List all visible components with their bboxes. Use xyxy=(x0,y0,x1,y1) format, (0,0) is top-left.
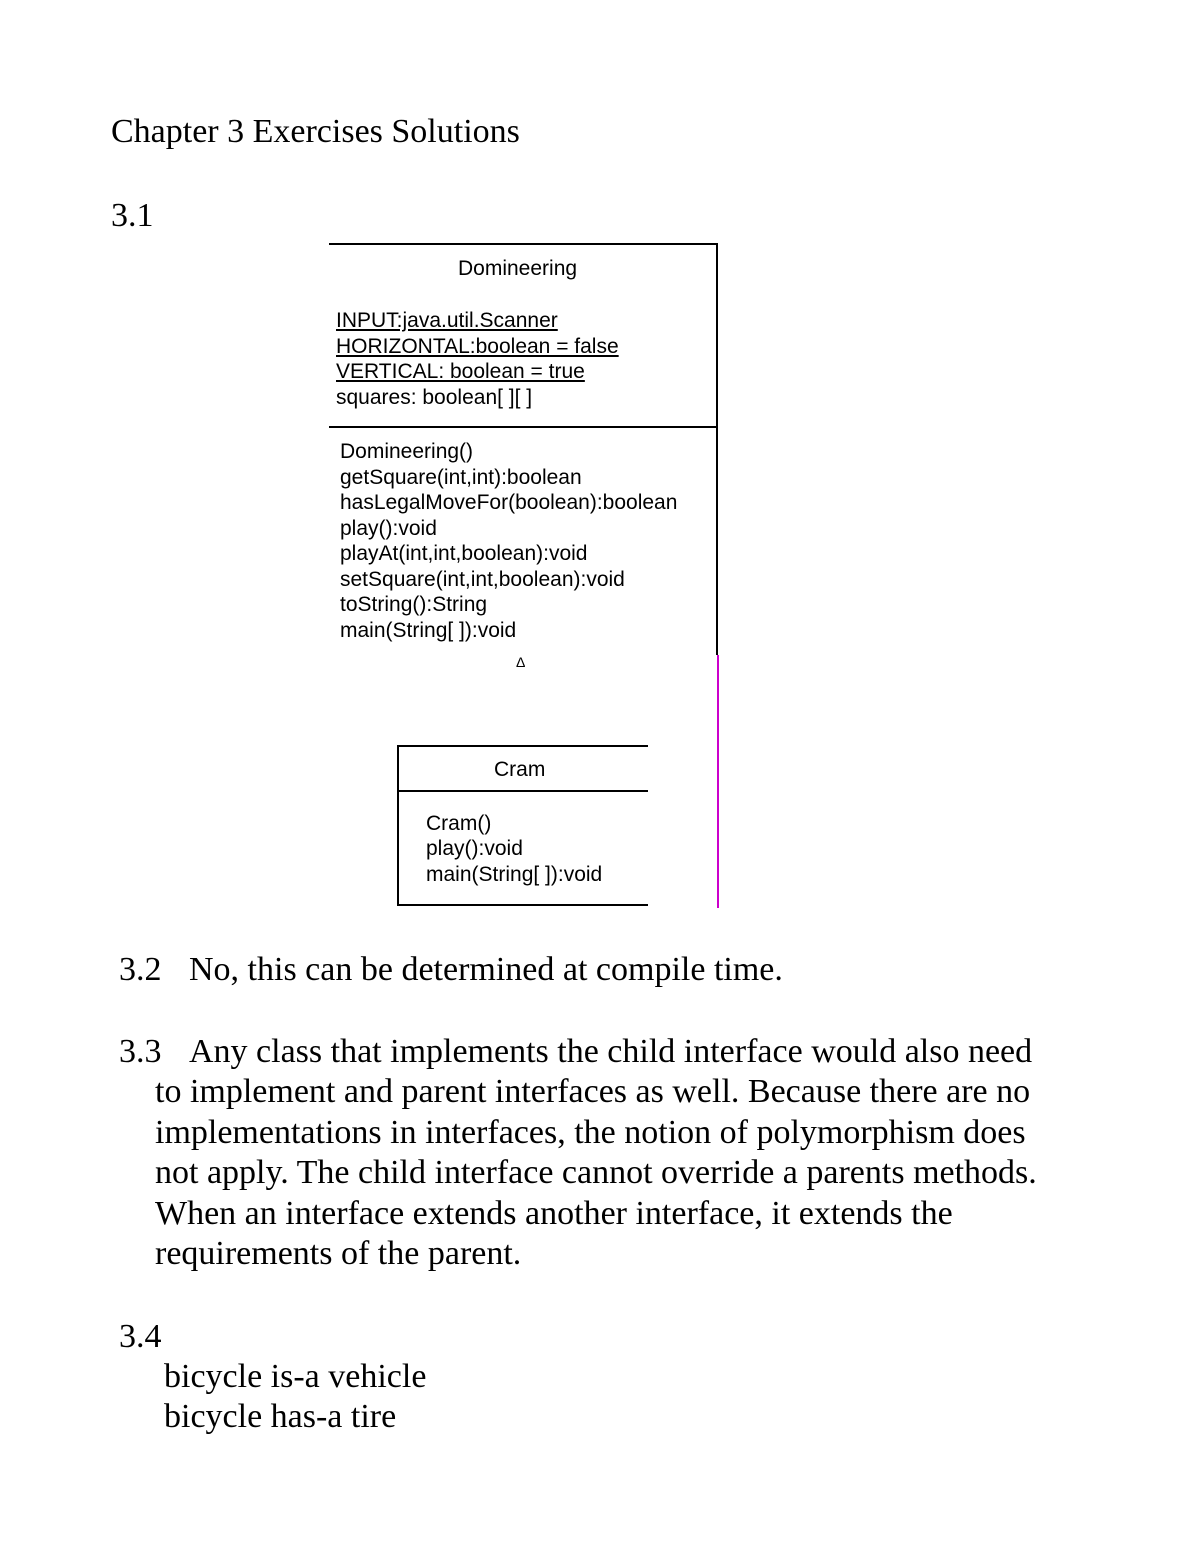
domineering-method: hasLegalMoveFor(boolean):boolean xyxy=(340,491,678,514)
exercise-3-3-line: implementations in interfaces, the notion of polymorphism does xyxy=(155,1114,1026,1151)
exercise-3-2-text: No, this can be determined at compile time. xyxy=(189,951,783,988)
exercise-3-4-line: bicycle has-a tire xyxy=(164,1398,397,1435)
cram-left-border xyxy=(397,745,399,906)
domineering-method: main(String[ ]):void xyxy=(340,619,517,642)
cram-method: play():void xyxy=(426,837,523,860)
domineering-field: INPUT:java.util.Scanner xyxy=(336,309,558,332)
page-title: Chapter 3 Exercises Solutions xyxy=(111,113,520,150)
exercise-3-1-number: 3.1 xyxy=(111,197,154,234)
exercise-3-4-number: 3.4 xyxy=(119,1318,162,1355)
domineering-method: getSquare(int,int):boolean xyxy=(340,466,582,489)
exercise-3-3-line: requirements of the parent. xyxy=(155,1235,522,1272)
domineering-field: HORIZONTAL:boolean = false xyxy=(336,335,619,358)
domineering-field: VERTICAL: boolean = true xyxy=(336,360,585,383)
cram-method: main(String[ ]):void xyxy=(426,863,603,886)
domineering-divider xyxy=(329,426,718,428)
domineering-top-border xyxy=(329,243,718,245)
domineering-field: squares: boolean[ ][ ] xyxy=(336,386,533,409)
cram-class-name: Cram xyxy=(494,758,546,781)
exercise-3-4-line: bicycle is-a vehicle xyxy=(164,1358,427,1395)
margin-line xyxy=(717,655,719,908)
domineering-method: setSquare(int,int,boolean):void xyxy=(340,568,625,591)
domineering-method: playAt(int,int,boolean):void xyxy=(340,542,588,565)
exercise-3-3-number: 3.3 xyxy=(119,1033,162,1070)
domineering-method: Domineering() xyxy=(340,440,474,463)
domineering-method: play():void xyxy=(340,517,437,540)
cram-method: Cram() xyxy=(426,812,492,835)
exercise-3-3-line: When an interface extends another interface, it extends the xyxy=(155,1195,953,1232)
domineering-right-border xyxy=(716,243,718,655)
exercise-3-3-line: to implement and parent interfaces as well. Because there are no xyxy=(155,1073,1031,1110)
exercise-3-2-number: 3.2 xyxy=(119,951,162,988)
domineering-class-name: Domineering xyxy=(458,257,578,280)
domineering-method: toString():String xyxy=(340,593,488,616)
cram-divider xyxy=(397,790,648,792)
inheritance-arrow-icon: Δ xyxy=(516,654,526,670)
cram-bottom-border xyxy=(397,904,648,906)
cram-top-border xyxy=(397,745,648,747)
exercise-3-3-line: not apply. The child interface cannot override a parents methods. xyxy=(155,1154,1037,1191)
exercise-3-3-line: Any class that implements the child interface would also need xyxy=(189,1033,1033,1070)
